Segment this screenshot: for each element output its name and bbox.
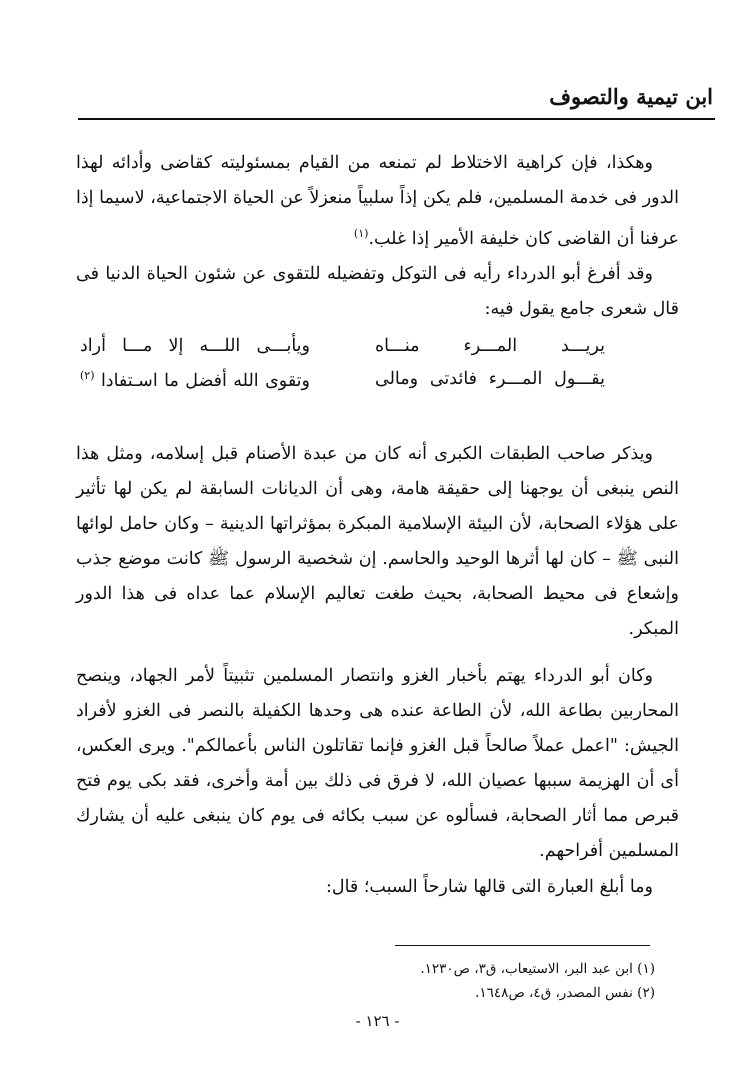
footnote-rule	[395, 945, 650, 946]
verse-row-2	[80, 369, 605, 402]
paragraph-1	[76, 146, 679, 257]
verse-1-second-hemistich: ويأبـــى اللـــه إلا مـــا أراد	[80, 336, 310, 356]
paragraph-3	[76, 437, 679, 647]
paragraph-4	[76, 659, 679, 869]
verse-2-first-hemistich: يقـــول المـــرء فائدتى ومالى	[375, 369, 605, 389]
paragraph-5	[76, 870, 679, 905]
verse-2-second-hemistich-text: وتقوى الله أفضل ما اسـتفادا	[100, 370, 310, 391]
footnote-ref-2: (٢)	[80, 369, 95, 382]
paragraph-5-text: وما أبلغ العبارة التى قالها شارحاً السبب؛ قال:	[325, 877, 653, 897]
page-number: - ١٢٦ -	[355, 1012, 400, 1030]
footnote-ref-1: (١)	[353, 227, 369, 240]
paragraph-4-text: وكان أبو الدرداء يهتم بأخبار الغزو وانتصار المسلمين تثبيتاً لأمر الجهاد، وينصح المحاربين بطاعة الله، لأن الطاعة عنده هى وحدها الكفيلة بالنصر فى الغزو لأفراد الجيش: "اعمل عملاً صالحاً قبل الغزو فإنما تقاتلون الناس بأعمالكم". ويرى العكس، أى أن الهزيمة سببها عصيان الله، لا فرق فى ذلك بين أمة وأخرى، فقد بكى يوم فتح قبرص مما أثار الصحابة، فسألوه عن سبب بكائه فى يوم كان ينبغى عليه أن يشارك المسلمين أفراحهم.	[76, 666, 679, 861]
header-rule	[78, 118, 715, 120]
verse-2-second-hemistich	[80, 369, 310, 391]
footnote-1: (١) ابن عبد البر، الاستيعاب، ق٣، ص١٢٣٠.	[420, 961, 655, 977]
paragraph-2-text: وقد أفرغ أبو الدرداء رأيه فى التوكل وتفضيله للتقوى عن شئون الحياة الدنيا فى قال شعرى جامع يقول فيه:	[76, 264, 679, 319]
verse-row-1	[80, 336, 605, 369]
paragraph-3-text: ويذكر صاحب الطبقات الكبرى أنه كان من عبدة الأصنام قبل إسلامه، ومثل هذا النص ينبغى أن يوجهنا إلى حقيقة هامة، وهى أن الديانات السابقة لم يكن لها تأثير على هؤلاء الصحابة، لأن البيئة الإسلامية المبكرة بمؤثراتها الدينية – وكان حامل لوائها النبى ﷺ – كان لها أثرها الوحيد والحاسم. إن شخصية الرسول ﷺ كانت موضع جذب وإشعاع فى محيط الصحابة، بحيث طغت تعاليم الإسلام عما عداه فى هذا الدور المبكر.	[76, 444, 679, 639]
paragraph-1-text: وهكذا، فإن كراهية الاختلاط لم تمنعه من القيام بمسئوليته كقاضى وأدائه لهذا الدور فى خدمة المسلمين، فلم يكن إذاً سلبياً منعزلاً عن الحياة الاجتماعية، لاسيما إذا عرفنا أن القاضى كان خليفة الأمير إذا غلب.	[76, 153, 679, 249]
running-header-title: ابن تيمية والتصوف	[549, 84, 713, 109]
footnote-2: (٢) نفس المصدر، ق٤، ص١٦٤٨.	[475, 985, 655, 1001]
paragraph-2	[76, 257, 679, 327]
footnotes	[420, 957, 655, 1005]
poem-verses	[80, 336, 605, 402]
verse-1-first-hemistich: يريـــد المـــرء منـــاه	[375, 336, 605, 356]
